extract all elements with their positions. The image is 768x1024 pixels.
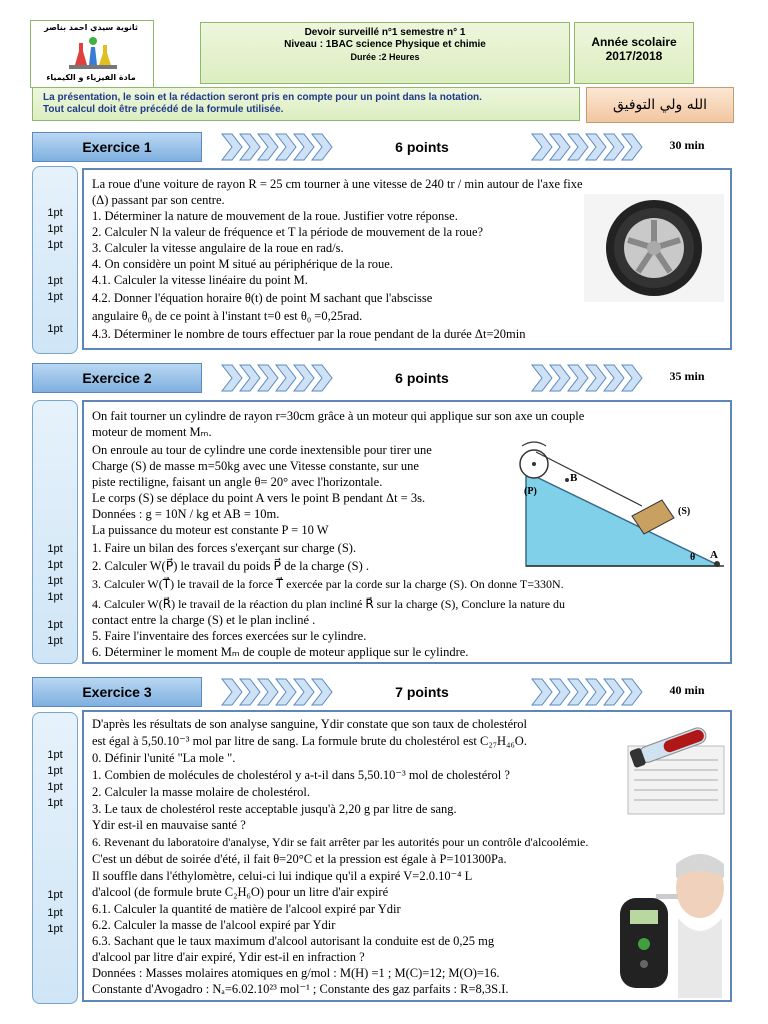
exercise-1-time: 30 min: [669, 138, 705, 152]
point-value: 1pt: [47, 239, 63, 251]
point-value: 1pt: [47, 543, 63, 555]
exercise-2-line: La puissance du moteur est constante P = 10 W: [92, 523, 329, 537]
exercise-3-line: Ydir est-il en mauvaise santé ?: [92, 818, 246, 832]
exercise-1-line: La roue d'une voiture de rayon R = 25 cm tourner à une vitesse de 240 tr / min autour de l'axe fixe: [92, 177, 583, 191]
incline-plane-figure: [512, 436, 728, 572]
exercise-2-line: On enroule au tour de cylindre une corde inextensible pour tirer une: [92, 443, 432, 457]
exercise-3-line: 0. Définir l'unité "La mole ".: [92, 751, 236, 765]
exercise-3-label: Exercice 3: [32, 677, 202, 707]
point-value: 1pt: [47, 907, 63, 919]
exercise-1-points-column: [32, 166, 78, 354]
exercise-2-line: moteur de moment Mₘ.: [92, 425, 212, 439]
exercise-1-label: Exercice 1: [32, 132, 202, 162]
chevrons-icon: [522, 363, 662, 393]
point-value: 1pt: [47, 207, 63, 219]
point-value: 1pt: [47, 223, 63, 235]
exercise-2-header: [32, 363, 732, 393]
exercise-2-line: 6. Déterminer le moment Mₘ de couple de moteur applique sur le cylindre.: [92, 645, 469, 659]
exercise-2-line: 5. Faire l'inventaire des forces exercées sur le cylindre.: [92, 629, 367, 643]
exercise-3-time: 40 min: [669, 683, 705, 697]
exercise-1-line: 4.1. Calculer la vitesse linéaire du point M.: [92, 273, 308, 287]
school-name-arabic: ثانوية سيدي احمد بناصر: [44, 23, 138, 32]
exercise-1-line: 2. Calculer N la valeur de fréquence et T la période de mouvement de la roue?: [92, 225, 484, 239]
exam-level: Niveau : 1BAC science Physique et chimie: [284, 39, 486, 50]
exercise-2-line: Charge (S) de masse m=50kg avec une Vitesse constante, sur une: [92, 459, 419, 473]
exercise-3-line: 6.2. Calculer la masse de l'alcool expiré par Ydir: [92, 918, 336, 932]
exercise-3-points: 7 points: [395, 684, 449, 700]
exercise-2-line: 1. Faire un bilan des forces s'exerçant sur charge (S).: [92, 541, 357, 555]
point-value: 1pt: [47, 797, 63, 809]
exercise-2-line: 4. Calculer W(R⃗) le travail de la réaction du plan incliné R⃗ sur la charge (S), Conclure la nature du: [92, 597, 566, 611]
lab-flasks-icon: [65, 35, 121, 73]
point-value: 1pt: [47, 323, 63, 335]
point-value: 1pt: [47, 575, 63, 587]
figure-label-p: (P): [524, 486, 537, 497]
exercise-3-line: Constante d'Avogadro : Nₐ=6.02.10²³ mol⁻¹ ; Constante des gaz parfaits : R=8,3S.I.: [92, 982, 509, 996]
exercise-2-points: 6 points: [395, 370, 449, 386]
exercise-3-header: [32, 677, 732, 707]
point-value: 1pt: [47, 591, 63, 603]
exercise-1-body: [82, 168, 732, 350]
instruction-line-1: La présentation, le soin et la rédaction seront pris en compte pour un point dans la notation.: [43, 92, 482, 103]
blood-test-image: [624, 716, 728, 816]
figure-label-b: B: [570, 472, 578, 484]
exercise-3-line: 2. Calculer la masse molaire de cholestérol.: [92, 785, 310, 799]
exam-title: Devoir surveillé n°1 semestre n° 1: [304, 27, 466, 38]
exercise-3-body: [82, 710, 732, 1002]
arabic-blessing: الله ولي التوفيق: [586, 87, 734, 123]
exercise-1-line: angulaire θ₀ de ce point à l'instant t=0 est θ₀ =0,25rad.: [92, 309, 363, 323]
exercise-3-points-column: [32, 712, 78, 1004]
exam-duration: Durée :2 Heures: [350, 52, 420, 62]
point-value: 1pt: [47, 749, 63, 761]
exercise-3-line: 1. Combien de molécules de cholestérol y a-t-il dans 5,50.10⁻³ mol de cholestérol ?: [92, 768, 510, 782]
exercise-3-line: D'après les résultats de son analyse sanguine, Ydir constate que son taux de cholestérol: [92, 717, 527, 731]
exercise-1-line: 3. Calculer la vitesse angulaire de la roue en rad/s.: [92, 241, 344, 255]
figure-label-s: (S): [678, 506, 691, 517]
point-value: 1pt: [47, 619, 63, 631]
exercise-3-line: d'alcool par litre d'air expiré, Ydir est-il en infraction ?: [92, 950, 365, 964]
exercise-3-line: 6.1. Calculer la quantité de matière de l'alcool expiré par Ydir: [92, 902, 401, 916]
exercise-1-line: (Δ) passant par son centre.: [92, 193, 225, 207]
school-logo: [30, 20, 154, 88]
point-value: 1pt: [47, 635, 63, 647]
exercise-1-line: 4.2. Donner l'équation horaire θ(t) de point M sachant que l'abscisse: [92, 291, 433, 305]
instructions-box: [32, 87, 580, 121]
exam-title-box: [200, 22, 570, 84]
exercise-3-line: d'alcool (de formule brute C₂H₆O) pour un litre d'air expiré: [92, 885, 389, 899]
exercise-2-label: Exercice 2: [32, 363, 202, 393]
point-value: 1pt: [47, 765, 63, 777]
point-value: 1pt: [47, 781, 63, 793]
chevrons-icon: [522, 677, 662, 707]
exercise-2-body: [82, 400, 732, 664]
exercise-2-line: 2. Calculer W(P⃗) le travail du poids P⃗ de la charge (S) .: [92, 559, 370, 573]
point-value: 1pt: [47, 923, 63, 935]
point-value: 1pt: [47, 559, 63, 571]
exercise-3-line: est égal à 5,50.10⁻³ mol par litre de sang. La formule brute du cholestérol est C₂₇H₄₆O.: [92, 734, 527, 748]
point-value: 1pt: [47, 889, 63, 901]
exercise-3-line: Données : Masses molaires atomiques en g/mol : M(H) =1 ; M(C)=12; M(O)=16.: [92, 966, 500, 980]
school-year-value: 2017/2018: [605, 49, 663, 63]
chevrons-icon: [522, 132, 662, 162]
exercise-2-line: contact entre la charge (S) et le plan incliné .: [92, 613, 316, 627]
exercise-1-line: 4. On considère un point M situé au périphérique de la roue.: [92, 257, 393, 271]
breathalyzer-image: [614, 844, 726, 998]
figure-label-theta: θ: [690, 552, 696, 563]
subject-arabic: مادة الفيزياء و الكيمياء: [46, 73, 136, 82]
exercise-1-line: 1. Déterminer la nature de mouvement de la roue. Justifier votre réponse.: [92, 209, 458, 223]
exercise-1-header: [32, 132, 732, 162]
exercise-2-line: Le corps (S) se déplace du point A vers le point B pendant Δt = 3s.: [92, 491, 426, 505]
exercise-2-line: piste rectiligne, faisant un angle θ= 20° avec l'horizontale.: [92, 475, 383, 489]
school-year-box: [574, 22, 694, 84]
instruction-line-2: Tout calcul doit être précédé de la formule utilisée.: [43, 104, 284, 115]
exercise-1-points: 6 points: [395, 139, 449, 155]
exercise-3-line: 3. Le taux de cholestérol reste acceptable jusqu'à 2,20 g par litre de sang.: [92, 802, 457, 816]
exercise-2-points-column: [32, 400, 78, 664]
point-value: 1pt: [47, 291, 63, 303]
figure-label-a: A: [710, 549, 718, 561]
exercise-3-line: Il souffle dans l'éthylomètre, celui-ci lui indique qu'il a expiré V=2.0.10⁻⁴ L: [92, 869, 473, 883]
exercise-3-line: 6.3. Sachant que le taux maximum d'alcool autorisant la conduite est de 0,25 mg: [92, 934, 495, 948]
exercise-2-line: 3. Calculer W(T⃗) le travail de la force T⃗ exercée par la corde sur la charge (S). On donne T=330N.: [92, 577, 564, 591]
school-year-label: Année scolaire: [591, 35, 677, 49]
exercise-2-line: On fait tourner un cylindre de rayon r=30cm grâce à un moteur qui applique sur son axe un couple: [92, 409, 585, 423]
exercise-2-time: 35 min: [669, 369, 705, 383]
exercise-3-line: 6. Revenant du laboratoire d'analyse, Ydir se fait arrêter par les autorités pour un contrôle d'alcoolémie.: [92, 835, 589, 849]
point-value: 1pt: [47, 275, 63, 287]
exercise-2-line: Données : g = 10N / kg et AB = 10m.: [92, 507, 280, 521]
car-wheel-image: [584, 194, 724, 302]
exercise-1-line: 4.3. Déterminer le nombre de tours effectuer par la roue pendant de la durée Δt=20min: [92, 327, 526, 341]
exercise-3-line: C'est un début de soirée d'été, il fait θ=20°C et la pression est égale à P=101300Pa.: [92, 852, 507, 866]
